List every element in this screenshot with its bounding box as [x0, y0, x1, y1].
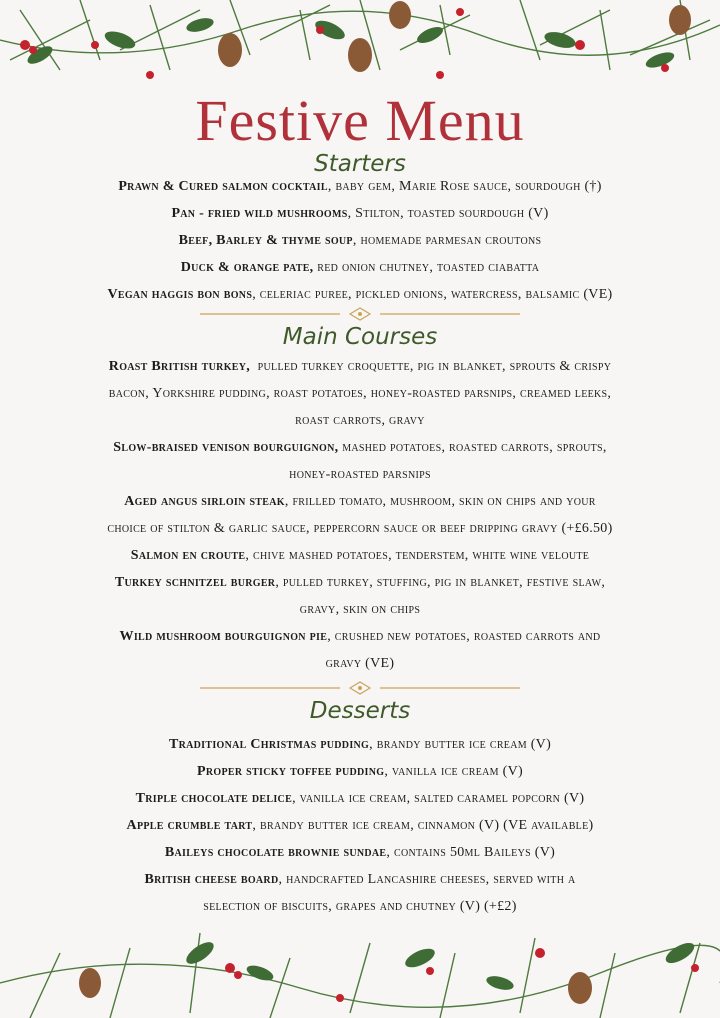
dessert-item: Proper sticky toffee pudding, vanilla ice cream (V) [197, 764, 523, 779]
main-item: Slow-braised venison bourguignon, mashed potatoes, roasted carrots, sprouts, [113, 440, 607, 455]
starter-item: Duck & orange pate, red onion chutney, toasted ciabatta [180, 260, 540, 275]
main-item: Turkey schnitzel burger, pulled turkey, stuffing, pig in blanket, festive slaw, [114, 575, 606, 590]
ornament-divider [200, 681, 520, 695]
starter-item: Pan - fried wild mushrooms, Stilton, toasted sourdough (V) [171, 206, 549, 221]
main-item-continued: bacon, Yorkshire pudding, roast potatoes, honey-roasted parsnips, creamed leeks, [108, 386, 612, 401]
main-courses-heading: Main Courses [282, 324, 438, 350]
main-item: Aged angus sirloin steak, frilled tomato, mushroom, skin on chips and your [124, 494, 596, 509]
starter-item: Prawn & Cured salmon cocktail, baby gem, Marie Rose sauce, sourdough (†) [118, 179, 602, 194]
main-item: Wild mushroom bourguignon pie, crushed new potatoes, roasted carrots and [119, 629, 601, 644]
main-item-continued: gravy, skin on chips [299, 602, 421, 617]
dessert-item: Baileys chocolate brownie sundae, contains 50ml Baileys (V) [164, 845, 556, 860]
starter-item: Beef, Barley & thyme soup, homemade parmesan croutons [178, 233, 542, 248]
pine-garland-bottom [0, 913, 720, 1018]
main-item: Salmon en croute, chive mashed potatoes, tenderstem, white wine veloute [130, 548, 590, 563]
dessert-item: British cheese board, handcrafted Lancashire cheeses, served with a [144, 872, 576, 887]
main-item-continued: honey-roasted parsnips [289, 467, 431, 482]
dessert-item: Traditional Christmas pudding, brandy butter ice cream (V) [168, 737, 552, 752]
main-item: Roast British turkey, pulled turkey croquette, pig in blanket, sprouts & crispy [108, 359, 612, 374]
dessert-item-continued: selection of biscuits, grapes and chutney (V) (+£2) [203, 899, 517, 914]
main-item-continued: choice of stilton & garlic sauce, peppercorn sauce or beef dripping gravy (+£6.50) [107, 521, 613, 536]
starter-item: Vegan haggis bon bons, celeriac puree, pickled onions, watercress, balsamic (VE) [107, 287, 613, 302]
main-item-continued: roast carrots, gravy [295, 413, 425, 428]
starters-heading: Starters [314, 151, 406, 177]
main-item-continued: gravy (VE) [325, 656, 395, 671]
ornament-divider [200, 307, 520, 321]
dessert-item: Apple crumble tart, brandy butter ice cream, cinnamon (V) (VE available) [126, 818, 594, 833]
menu-title: Festive Menu [195, 88, 525, 153]
dessert-item: Triple chocolate delice, vanilla ice cream, salted caramel popcorn (V) [135, 791, 585, 806]
desserts-heading: Desserts [309, 698, 411, 724]
